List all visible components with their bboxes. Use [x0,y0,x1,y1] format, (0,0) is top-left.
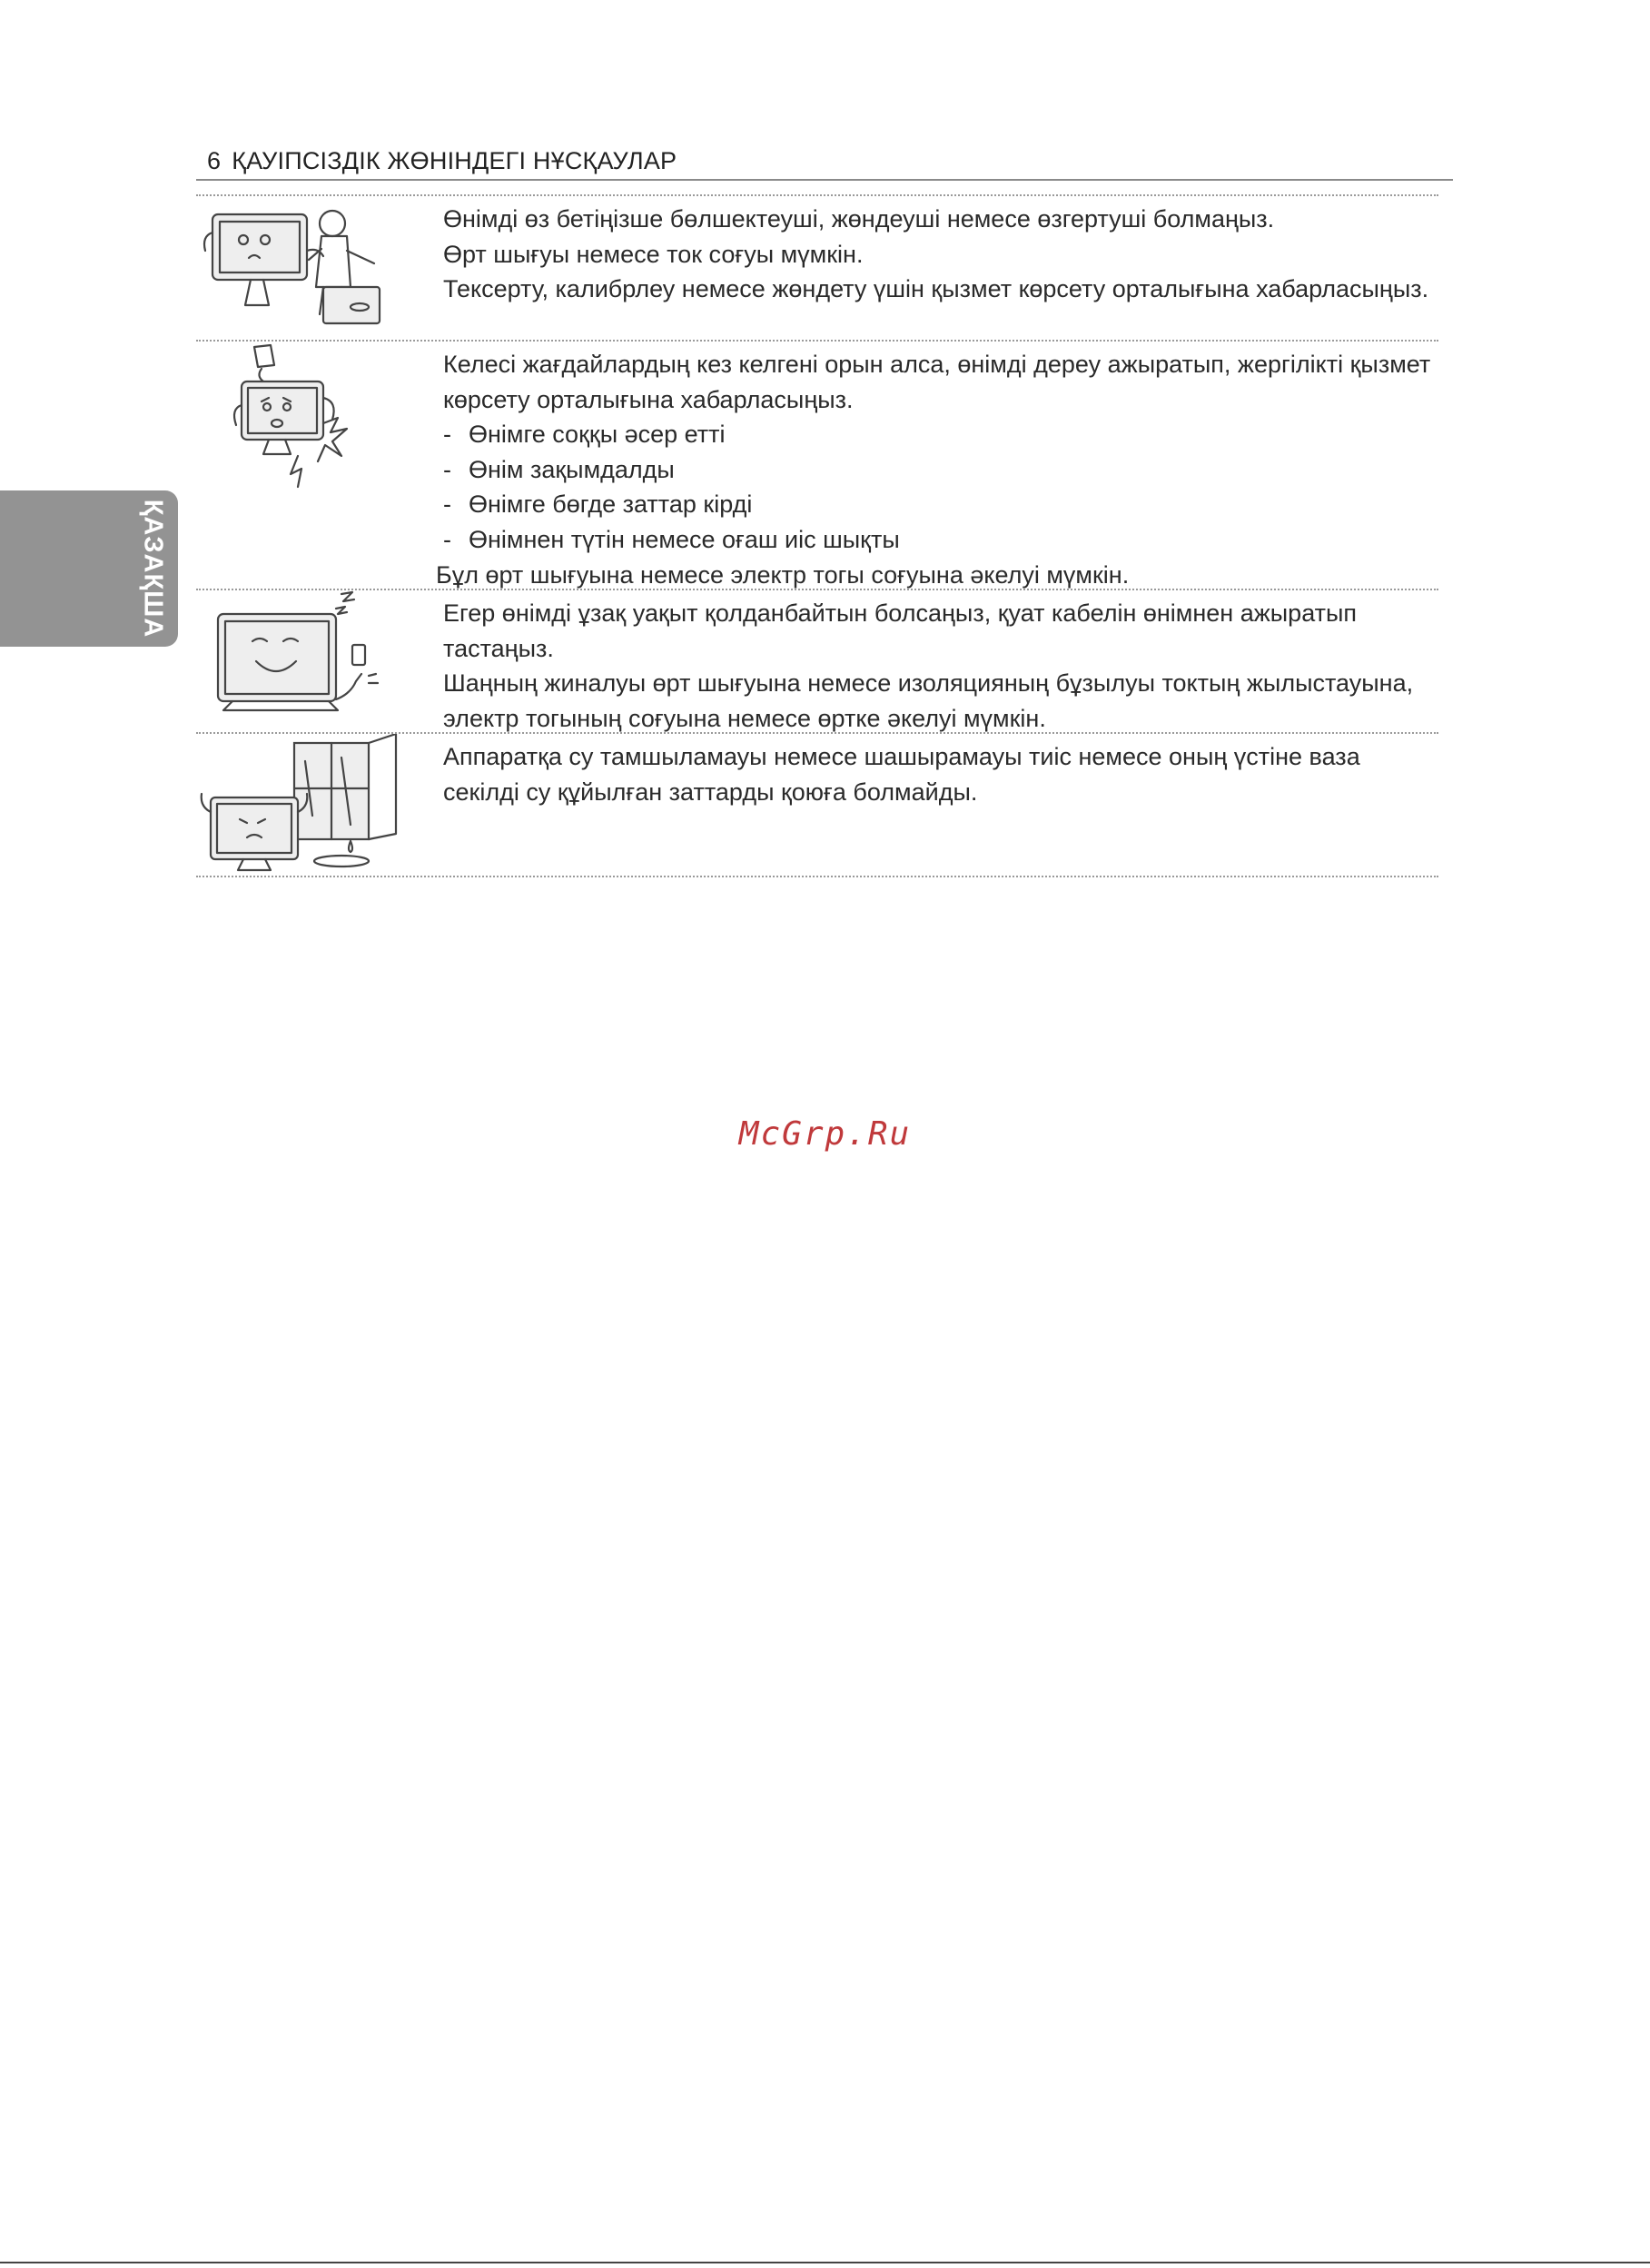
page-number: 6 [207,147,222,174]
page-title: ҚАУІПСІЗДІК ЖӨНІНДЕГІ НҰСҚАУЛАР [232,147,677,174]
instruction-row [196,194,1438,340]
instruction-line: Өрт шығуы немесе ток соғуы мүмкін. [443,240,864,268]
page-header [196,147,1453,181]
list-item [443,452,1438,488]
instruction-text [438,734,1438,876]
instruction-row [196,340,1438,589]
tv-sleeping-unplugged-illustration [196,590,438,732]
tv-disassembly-repairman-illustration [196,196,438,340]
warning-note: Бұл өрт шығуына немесе электр тогы соғуына әкелуі мүмкін. [436,560,1130,589]
instruction-text [438,342,1438,589]
list-dash: - [443,490,451,519]
instruction-row [196,589,1438,732]
list-item-text: Өнімнен түтін немесе оғаш иіс шықты [469,525,900,553]
safety-instructions-table [196,194,1438,877]
tv-damaged-smoke-illustration [196,342,438,589]
list-item [443,487,1438,522]
instruction-text [438,196,1428,340]
list-item [443,522,1438,558]
instruction-line: Өнімді өз бетіңізше бөлшектеуші, жөндеуші немесе өзгертуші болмаңыз. [443,205,1275,233]
footer-divider [0,2262,1650,2263]
tv-water-window-illustration [196,734,438,876]
instruction-line: Егер өнімді ұзақ уақыт қолданбайтын болсаңыз, қуат кабелін өнімнен ажыратып тастаңыз. [443,599,1358,662]
list-item [443,417,1438,452]
list-item-text: Өнімге бөгде заттар кірді [469,490,753,519]
instruction-row [196,732,1438,877]
list-dash: - [443,421,451,449]
list-dash: - [443,525,451,553]
language-label: ҚАЗАҚША [138,499,168,639]
instruction-intro: Келесі жағдайлардың кез келгені орын алса, өнімді дереу ажыратып, жергілікті қызмет көрсету орталығына хабарласыңыз. [443,351,1431,413]
instruction-line: Шаңның жиналуы өрт шығуына немесе изоляцияның бұзылуы токтың жылыстауына, электр тогының соғуына немесе өртке әкелуі мүмкін. [443,669,1414,732]
language-side-tab [0,490,178,647]
list-item-text: Өнім зақымдалды [469,455,675,483]
list-dash: - [443,455,451,483]
instruction-line: Тексерту, калибрлеу немесе жөндету үшін қызмет көрсету орталығына хабарласыңыз. [443,275,1429,303]
watermark-text: McGrp.Ru [738,1115,912,1153]
instruction-line: Аппаратқа су тамшыламауы немесе шашырамауы тиіс немесе оның үстіне ваза секілді су құйылған заттарды қоюға болмайды. [443,743,1360,806]
list-item-text: Өнімге соққы әсер етті [469,421,726,449]
instruction-text [438,590,1438,732]
